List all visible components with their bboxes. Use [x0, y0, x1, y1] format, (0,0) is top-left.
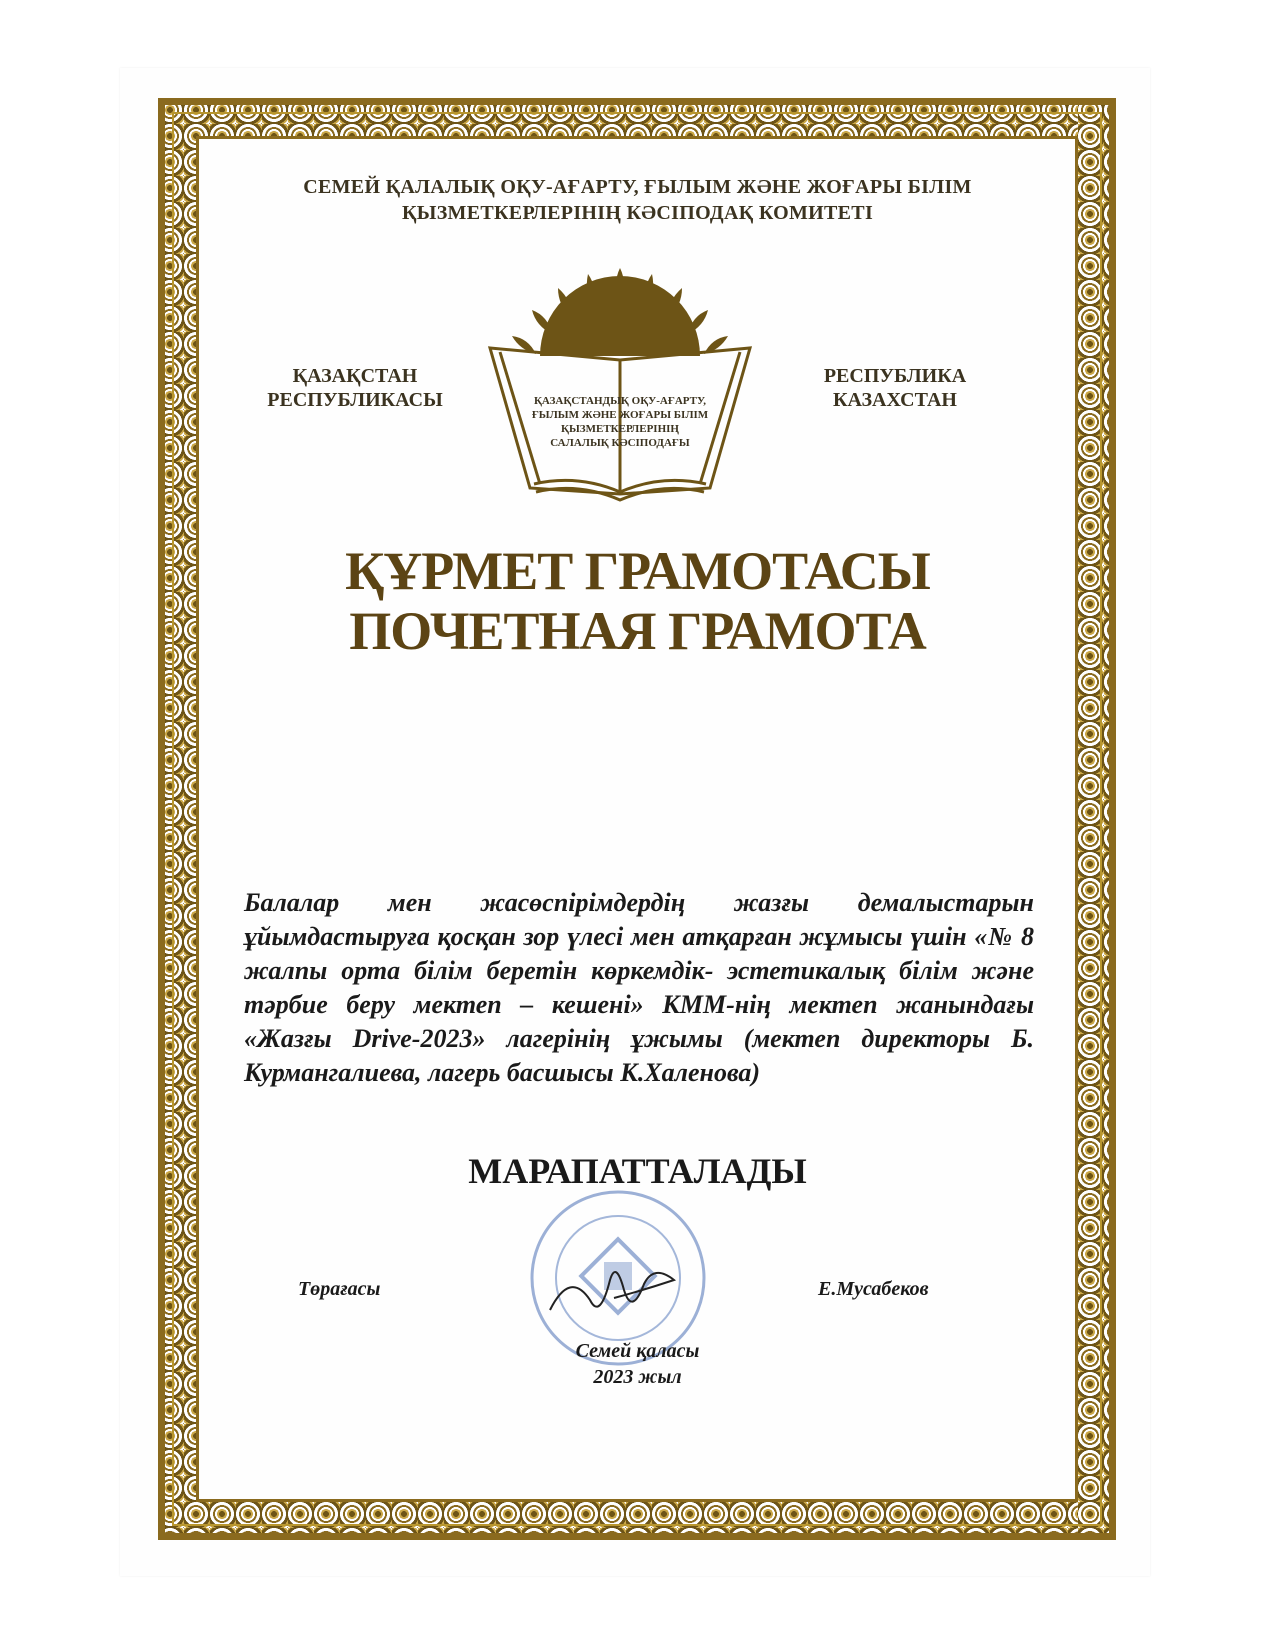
union-emblem-logo [470, 248, 770, 518]
side-label-right [790, 364, 1000, 412]
footer-year: 2023 жыл [593, 1366, 682, 1388]
side-label-left-line1: ҚАЗАҚСТАН [292, 365, 418, 387]
logo-caption-line4: САЛАЛЫҚ КӘСІПОДАҒЫ [550, 437, 690, 449]
title-kazakh: ҚҰРМЕТ ГРАМОТАСЫ [345, 541, 930, 601]
header-line-2: ҚЫЗМЕТКЕРЛЕРІНІҢ КӘСІПОДАҚ КОМИТЕТІ [401, 202, 874, 224]
side-label-right-line2: КАЗАХСТАН [833, 389, 957, 411]
footer-city: Семей қаласы [575, 1340, 700, 1362]
logo-caption-line2: ҒЫЛЫМ ЖӘНЕ ЖОҒАРЫ БІЛІМ [531, 409, 709, 421]
award-heading: МАРАПАТТАЛАДЫ [468, 1151, 807, 1191]
side-label-left-line2: РЕСПУБЛИКАСЫ [267, 389, 443, 411]
chairman-role: Төрағасы [298, 1278, 381, 1300]
side-label-left [240, 364, 470, 412]
chairman-name: Е.Мусабеков [818, 1278, 929, 1300]
side-label-right-line1: РЕСПУБЛИКА [823, 365, 967, 387]
title-russian: ПОЧЕТНАЯ ГРАМОТА [349, 601, 926, 661]
logo-caption-line1: ҚАЗАҚСТАНДЫҚ ОҚУ-АҒАРТУ, [533, 395, 707, 407]
signature-mark [540, 1260, 690, 1330]
sun-icon [540, 276, 700, 356]
award-description: Балалар мен жасөспірімдердің жазғы демалыстарын ұйымдастыруға қосқан зор үлесі мен атқарған жұмысы үшін «№ 8 жалпы орта білім беретін көркемдік- эстетикалық білім және тәрбие беру мектеп – кешені» КММ-нің мектеп жанындағы «Жазғы Drive-2023» лагерінің ұжымы (мектеп директоры Б. Курмангалиева, лагерь басшысы К.Халенова) [244, 888, 1034, 1087]
header-line-1: СЕМЕЙ ҚАЛАЛЫҚ ОҚУ-АҒАРТУ, ҒЫЛЫМ ЖӘНЕ ЖОҒАРЫ БІЛІМ [303, 176, 972, 198]
logo-caption-line3: ҚЫЗМЕТКЕРЛЕРІНІҢ [561, 423, 679, 435]
